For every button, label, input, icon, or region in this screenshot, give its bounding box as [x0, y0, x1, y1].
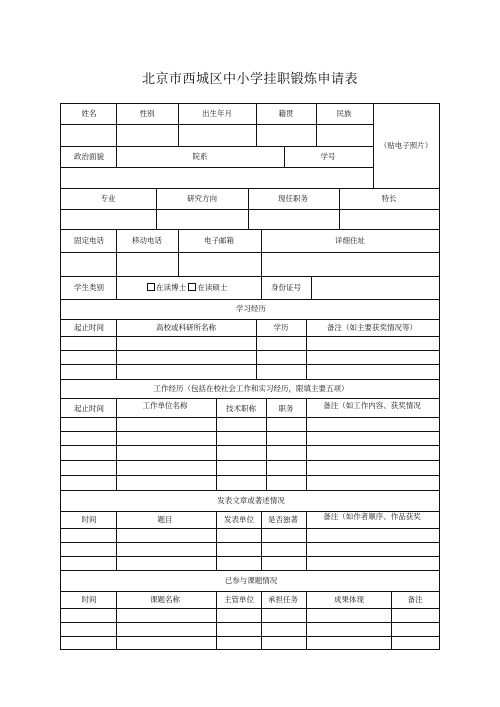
label-political-status: 政治面貌: [74, 152, 104, 161]
label-gender: 性别: [139, 109, 155, 118]
papers-heading: 发表文章或著述情况: [217, 496, 285, 505]
paper-col-venue: 发表单位: [224, 515, 254, 524]
label-id-card: 身份证号: [271, 283, 301, 292]
education-heading: 学习经历: [236, 304, 266, 313]
label-department: 院系: [192, 152, 208, 161]
project-col-task: 承担任务: [268, 595, 298, 604]
label-ethnicity: 民族: [336, 109, 352, 118]
label-name: 姓名: [81, 109, 97, 118]
work-col-unit: 工作单位名称: [142, 401, 188, 410]
option-master: 在读硕士: [197, 283, 228, 292]
label-email: 电子邮箱: [204, 236, 234, 245]
application-form-table: [60, 103, 440, 650]
work-col-note: 备注（如工作内容、获奖情况: [323, 401, 421, 410]
project-col-note: 备注: [407, 595, 423, 604]
work-heading: 工作经历（包括在校社会工作和实习经历，限填主要五项）: [153, 384, 349, 393]
paper-col-time: 时间: [81, 515, 97, 524]
form-title: 北京市西城区中小学挂职锻炼申请表: [141, 72, 358, 87]
label-mobile: 移动电话: [132, 236, 162, 245]
label-specialty: 特长: [381, 194, 397, 203]
label-landline: 固定电话: [74, 236, 104, 245]
work-col-role: 职务: [278, 404, 294, 413]
project-col-supervisor: 主管单位: [224, 595, 254, 604]
paper-col-solo: 是否独著: [268, 515, 298, 524]
project-col-result: 成果体现: [334, 595, 364, 604]
label-research-direction: 研究方向: [187, 194, 217, 203]
label-major: 专业: [100, 194, 116, 203]
student-type-options: [147, 283, 227, 293]
project-col-name: 课题名称: [150, 595, 180, 604]
projects-heading: 已参与课题情况: [224, 576, 278, 585]
work-col-title: 技术职称: [226, 404, 256, 413]
photo-placeholder: （贴电子照片）: [379, 141, 433, 150]
paper-col-topic: 题目: [157, 515, 173, 524]
label-address: 详细住址: [335, 236, 365, 245]
edu-col-school: 高校或科研所名称: [156, 323, 216, 332]
label-birth: 出生年月: [202, 109, 232, 118]
work-col-period: 起止时间: [74, 404, 104, 413]
checkbox-master[interactable]: [188, 283, 196, 291]
project-col-time: 时间: [81, 595, 97, 604]
label-current-position: 现任职务: [278, 194, 308, 203]
edu-col-note: 备注（如主要获奖情况等）: [327, 323, 417, 332]
label-native-place: 籍贯: [278, 109, 294, 118]
option-phd: 在读博士: [156, 283, 186, 292]
paper-col-note: 备注（如作者顺序、作品获奖: [323, 512, 421, 521]
label-student-type: 学生类别: [74, 283, 104, 292]
edu-col-period: 起止时间: [74, 323, 104, 332]
edu-col-degree: 学历: [273, 323, 289, 332]
checkbox-phd[interactable]: [147, 283, 155, 291]
label-student-id: 学号: [320, 152, 336, 161]
